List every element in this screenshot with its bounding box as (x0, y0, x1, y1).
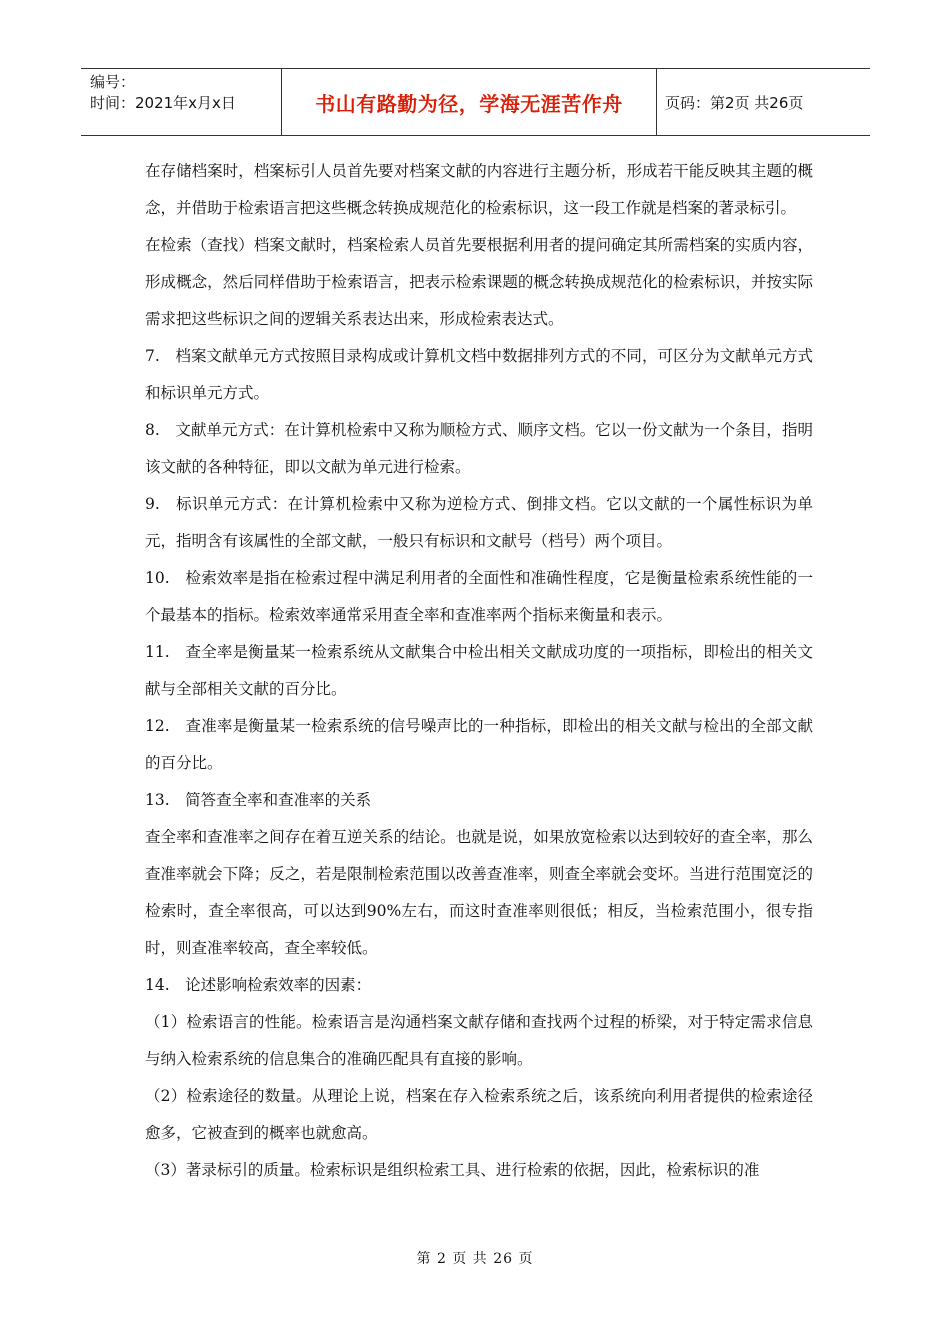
paragraph: 在检索（查找）档案文献时，档案检索人员首先要根据利用者的提问确定其所需档案的实质内容，形成概念，然后同样借助于检索语言，把表示检索课题的概念转换成规范化的检索标识，并按实际需求把这些标识之间的逻辑关系表达出来，形成检索表达式。 (145, 236, 813, 328)
document-date: 时间：2021年x月x日 (90, 94, 236, 112)
paragraph: 12. 查准率是衡量某一检索系统的信号噪声比的一种指标，即检出的相关文献与检出的全部文献的百分比。 (145, 717, 813, 772)
header-meta (81, 69, 282, 135)
header-page-info: 页码：第2页 共26页 (665, 93, 804, 112)
paragraph: 14. 论述影响检索效率的因素： (145, 976, 372, 994)
paragraph: 13. 简答查全率和查准率的关系 (145, 791, 372, 809)
page-footer: 第 2 页 共 26 页 (416, 1251, 534, 1267)
header-motto: 书山有路勤为径，学海无涯苦作舟 (282, 69, 657, 135)
document-number-label: 编号： (90, 73, 136, 91)
document-body (145, 153, 813, 1189)
paragraph: 8. 文献单元方式：在计算机检索中又称为顺检方式、顺序文档。它以一份文献为一个条目，指明该文献的各种特征，即以文献为单元进行检索。 (145, 421, 813, 476)
paragraph: 9. 标识单元方式：在计算机检索中又称为逆检方式、倒排文档。它以文献的一个属性标识为单元，指明含有该属性的全部文献，一般只有标识和文献号（档号）两个项目。 (145, 495, 813, 550)
page-header (81, 68, 870, 136)
paragraph: 7. 档案文献单元方式按照目录构成或计算机文档中数据排列方式的不同，可区分为文献单元方式和标识单元方式。 (145, 347, 813, 402)
paragraph: 10. 检索效率是指在检索过程中满足利用者的全面性和准确性程度，它是衡量检索系统性能的一个最基本的指标。检索效率通常采用查全率和查准率两个指标来衡量和表示。 (145, 569, 813, 624)
paragraph: （2）检索途径的数量。从理论上说，档案在存入检索系统之后，该系统向利用者提供的检索途径愈多，它被查到的概率也就愈高。 (145, 1087, 813, 1142)
paragraph: （1）检索语言的性能。检索语言是沟通档案文献存储和查找两个过程的桥梁，对于特定需求信息与纳入检索系统的信息集合的准确匹配具有直接的影响。 (145, 1013, 813, 1068)
paragraph: 11. 查全率是衡量某一检索系统从文献集合中检出相关文献成功度的一项指标，即检出的相关文献与全部相关文献的百分比。 (145, 643, 813, 698)
paragraph: 查全率和查准率之间存在着互逆关系的结论。也就是说，如果放宽检索以达到较好的查全率，那么查准率就会下降；反之，若是限制检索范围以改善查准率，则查全率就会变坏。当进行范围宽泛的检索时，查全率很高，可以达到90%左右，而这时查准率则很低；相反，当检索范围小，很专指时，则查准率较高，查全率较低。 (145, 828, 813, 957)
paragraph: 在存储档案时，档案标引人员首先要对档案文献的内容进行主题分析，形成若干能反映其主题的概念，并借助于检索语言把这些概念转换成规范化的检索标识，这一段工作就是档案的著录标引。 (145, 162, 813, 217)
paragraph: （3）著录标引的质量。检索标识是组织检索工具、进行检索的依据，因此，检索标识的准 (145, 1161, 760, 1179)
